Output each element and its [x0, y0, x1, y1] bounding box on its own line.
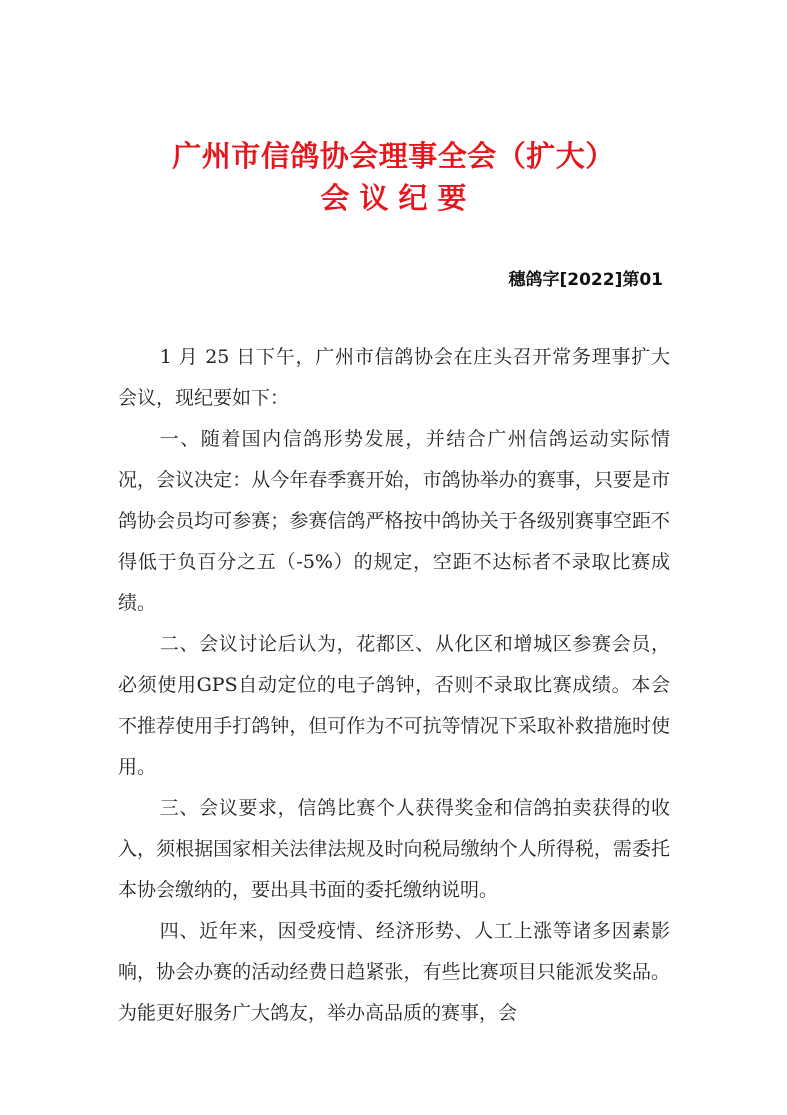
- paragraph-item-2: 二、会议讨论后认为，花都区、从化区和增城区参赛会员，必须使用GPS自动定位的电子鸽钟，否则不录取比赛成绩。本会不推荐使用手打鸽钟，但可作为不可抗等情况下采取补救措施时使用。: [118, 633, 670, 778]
- paragraph-item-3: 三、会议要求，信鸽比赛个人获得奖金和信鸽拍卖获得的收入，须根据国家相关法律法规及时向税局缴纳个人所得税，需委托本协会缴纳的，要出具书面的委托缴纳说明。: [118, 797, 670, 901]
- paragraph-item-4: 四、近年来，因受疫情、经济形势、人工上涨等诸多因素影响，协会办赛的活动经费日趋紧张，有些比赛项目只能派发奖品。为能更好服务广大鸽友，举办高品质的赛事，会: [118, 920, 670, 1024]
- paragraph-intro: 1 月 25 日下午，广州市信鸽协会在庄头召开常务理事扩大会议，现纪要如下：: [118, 346, 670, 409]
- paragraph-item-1: 一、随着国内信鸽形势发展，并结合广州信鸽运动实际情况，会议决定：从今年春季赛开始，市鸽协举办的赛事，只要是市鸽协会员均可参赛；参赛信鸽严格按中鸽协关于各级别赛事空距不得低于负百分之五（-5%）的规定，空距不达标者不录取比赛成绩。: [118, 428, 670, 614]
- document-reference-number: 穗鸽字[2022]第01: [508, 270, 663, 290]
- document-body: [118, 337, 670, 1034]
- document-title: 广州市信鸽协会理事全会（扩大）: [172, 139, 615, 173]
- document-subtitle: 会议纪要: [320, 181, 477, 215]
